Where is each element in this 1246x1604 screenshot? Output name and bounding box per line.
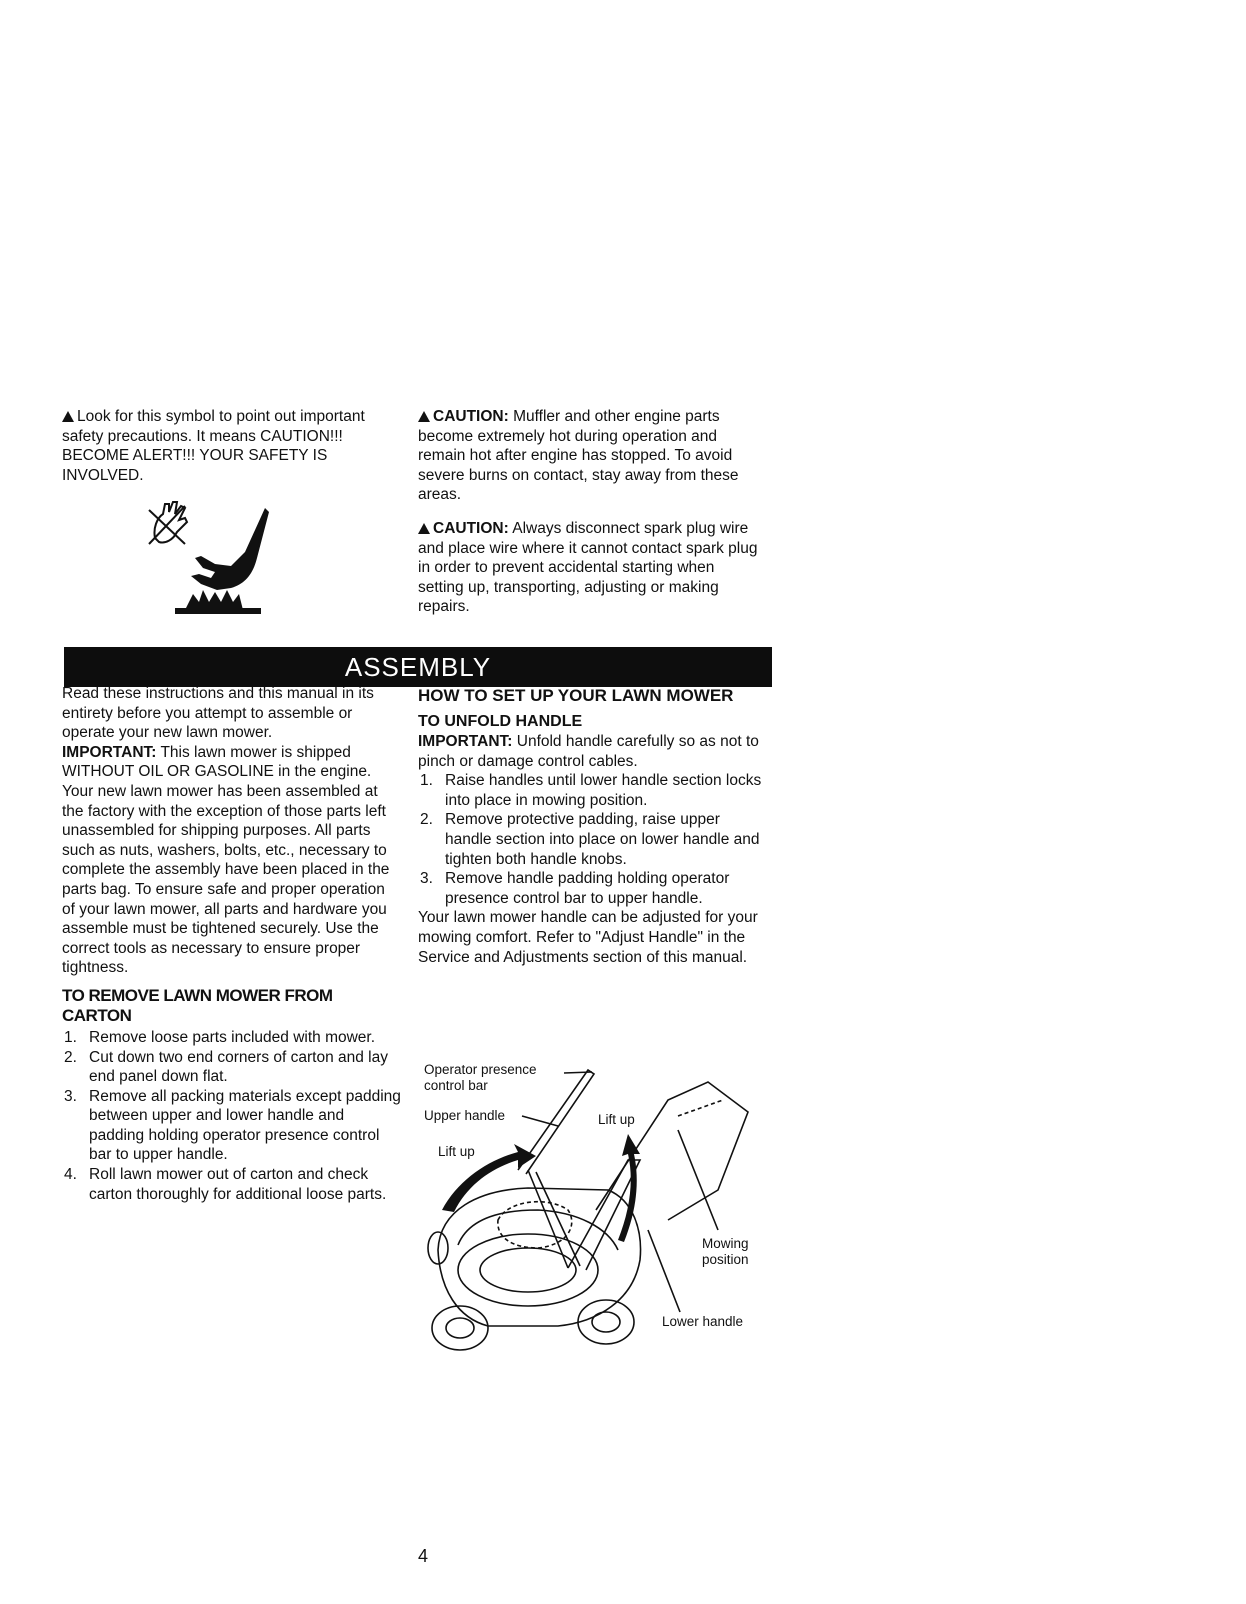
intro-paragraph: Read these instructions and this manual in its entirety before you attempt to assemble or operate your new lawn mower.	[62, 685, 374, 742]
carton-steps	[62, 1028, 402, 1204]
list-item: 1. Remove loose parts included with mower.	[64, 1028, 376, 1046]
remove-from-carton-heading: TO REMOVE LAWN MOWER FROM CARTON	[62, 985, 333, 1025]
hot-surface-warning-icon	[145, 498, 275, 616]
list-item: 2. Remove protective padding, raise upper handle section into place on lower handle and tighten both handle knobs.	[420, 811, 760, 868]
warning-triangle-icon	[418, 411, 430, 422]
list-item: 4. Roll lawn mower out of carton and check carton thoroughly for additional loose parts.	[64, 1166, 387, 1203]
left-column	[62, 684, 402, 1204]
unfold-steps	[418, 771, 763, 908]
list-item: 3. Remove handle padding holding operator presence control bar to upper handle.	[420, 870, 730, 907]
safety-symbol-note: Look for this symbol to point out important safety precautions. It means CAUTION!!! BECOME ALERT!!! YOUR SAFETY IS INVOLVED.	[62, 408, 365, 484]
label-lower-handle: Lower handle	[662, 1314, 744, 1329]
warning-triangle-icon	[62, 411, 74, 422]
list-item: 2. Cut down two end corners of carton and lay end panel down flat.	[64, 1048, 388, 1086]
assembly-body: Your new lawn mower has been assembled at the factory with the exception of those parts left unassembled for shipping purposes. All parts such as nuts, washers, bolts, etc., necessary to complete the assembly have been placed in the parts bag. To ensure safe and proper operation of your lawn mower, all parts and hardware you assemble must be tightened securely. Use the correct tools as necessary to ensure proper tightness.	[62, 782, 390, 977]
unfold-important-note: IMPORTANT: Unfold handle carefully so as not to pinch or damage control cables.	[418, 733, 759, 770]
label-mowing-position: Mowing position	[702, 1236, 749, 1267]
list-item: 1. Raise handles until lower handle section locks into place in mowing position.	[420, 772, 762, 809]
label-operator-presence: Operator presence control bar	[424, 1062, 537, 1093]
caution-spark-plug: CAUTION: Always disconnect spark plug wire and place wire where it cannot contact spark plug in order to prevent accidental starting when setting up, transporting, adjusting or making repairs.	[418, 520, 758, 616]
adjust-handle-note: Your lawn mower handle can be adjusted for your mowing comfort. Refer to "Adjust Handle" in the Service and Adjustments section of this manual.	[418, 909, 758, 966]
important-note: IMPORTANT: This lawn mower is shipped WITHOUT OIL OR GASOLINE in the engine.	[62, 743, 372, 781]
assembly-banner: ASSEMBLY	[64, 647, 772, 687]
setup-heading: HOW TO SET UP YOUR LAWN MOWER	[418, 686, 734, 705]
right-column	[418, 686, 763, 967]
page-number: 4	[418, 1546, 429, 1566]
label-upper-handle: Upper handle	[424, 1108, 506, 1123]
caution-muffler: CAUTION: Muffler and other engine parts become extremely hot during operation and remain hot after engine has stopped. To avoid severe burns on contact, stay away from these areas.	[418, 408, 739, 504]
warning-triangle-icon	[418, 523, 430, 534]
unfold-handle-subheading: TO UNFOLD HANDLE	[418, 713, 583, 730]
label-lift-up-left: Lift up	[438, 1144, 475, 1159]
label-lift-up-right: Lift up	[598, 1112, 635, 1127]
list-item: 3. Remove all packing materials except padding between upper and lower handle and padding holding operator presence control bar to upper handle.	[64, 1087, 401, 1164]
